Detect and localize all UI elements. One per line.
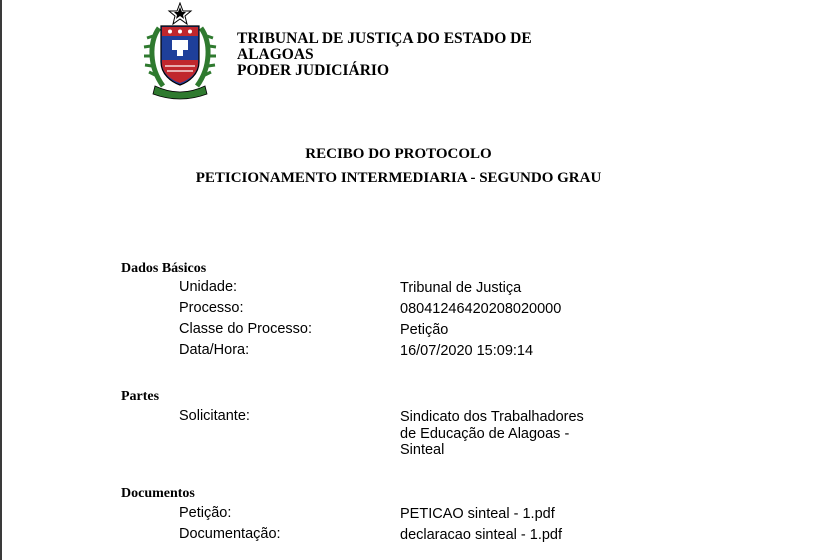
data-hora-label: Data/Hora: bbox=[179, 342, 250, 358]
court-header bbox=[237, 31, 532, 79]
classe-value: Petição bbox=[400, 322, 449, 338]
data-hora-value: 16/07/2020 15:09:14 bbox=[400, 343, 534, 359]
peticao-file: PETICAO sinteal - 1.pdf bbox=[400, 506, 555, 522]
section-partes: Partes bbox=[121, 389, 160, 404]
solicitante-value-line1: Sindicato dos Trabalhadores bbox=[400, 409, 584, 425]
receipt-title: RECIBO DO PROTOCOLO bbox=[305, 146, 492, 162]
court-name-line1: TRIBUNAL DE JUSTIÇA DO ESTADO DE bbox=[237, 30, 532, 47]
classe-label: Classe do Processo: bbox=[179, 321, 312, 337]
court-subtitle: PODER JUDICIÁRIO bbox=[237, 62, 389, 79]
receipt-subtitle: PETICIONAMENTO INTERMEDIARIA - SEGUNDO GRAU bbox=[195, 170, 602, 186]
solicitante-value-line2: de Educação de Alagoas - bbox=[400, 426, 570, 442]
solicitante-value-line3: Sinteal bbox=[400, 442, 445, 458]
solicitante-label: Solicitante: bbox=[179, 408, 250, 424]
section-dados-basicos: Dados Básicos bbox=[121, 261, 207, 276]
documentacao-label: Documentação: bbox=[179, 526, 281, 542]
section-documentos: Documentos bbox=[121, 486, 195, 501]
coat-of-arms-icon bbox=[139, 2, 221, 102]
unidade-value: Tribunal de Justiça bbox=[400, 280, 522, 296]
processo-value: 08041246420208020000 bbox=[400, 301, 562, 317]
peticao-label: Petição: bbox=[179, 505, 232, 521]
court-name-line2: ALAGOAS bbox=[237, 46, 314, 63]
documentacao-file: declaracao sinteal - 1.pdf bbox=[400, 527, 563, 543]
processo-label: Processo: bbox=[179, 300, 244, 316]
page-left-border bbox=[0, 0, 2, 560]
unidade-label: Unidade: bbox=[179, 279, 238, 295]
